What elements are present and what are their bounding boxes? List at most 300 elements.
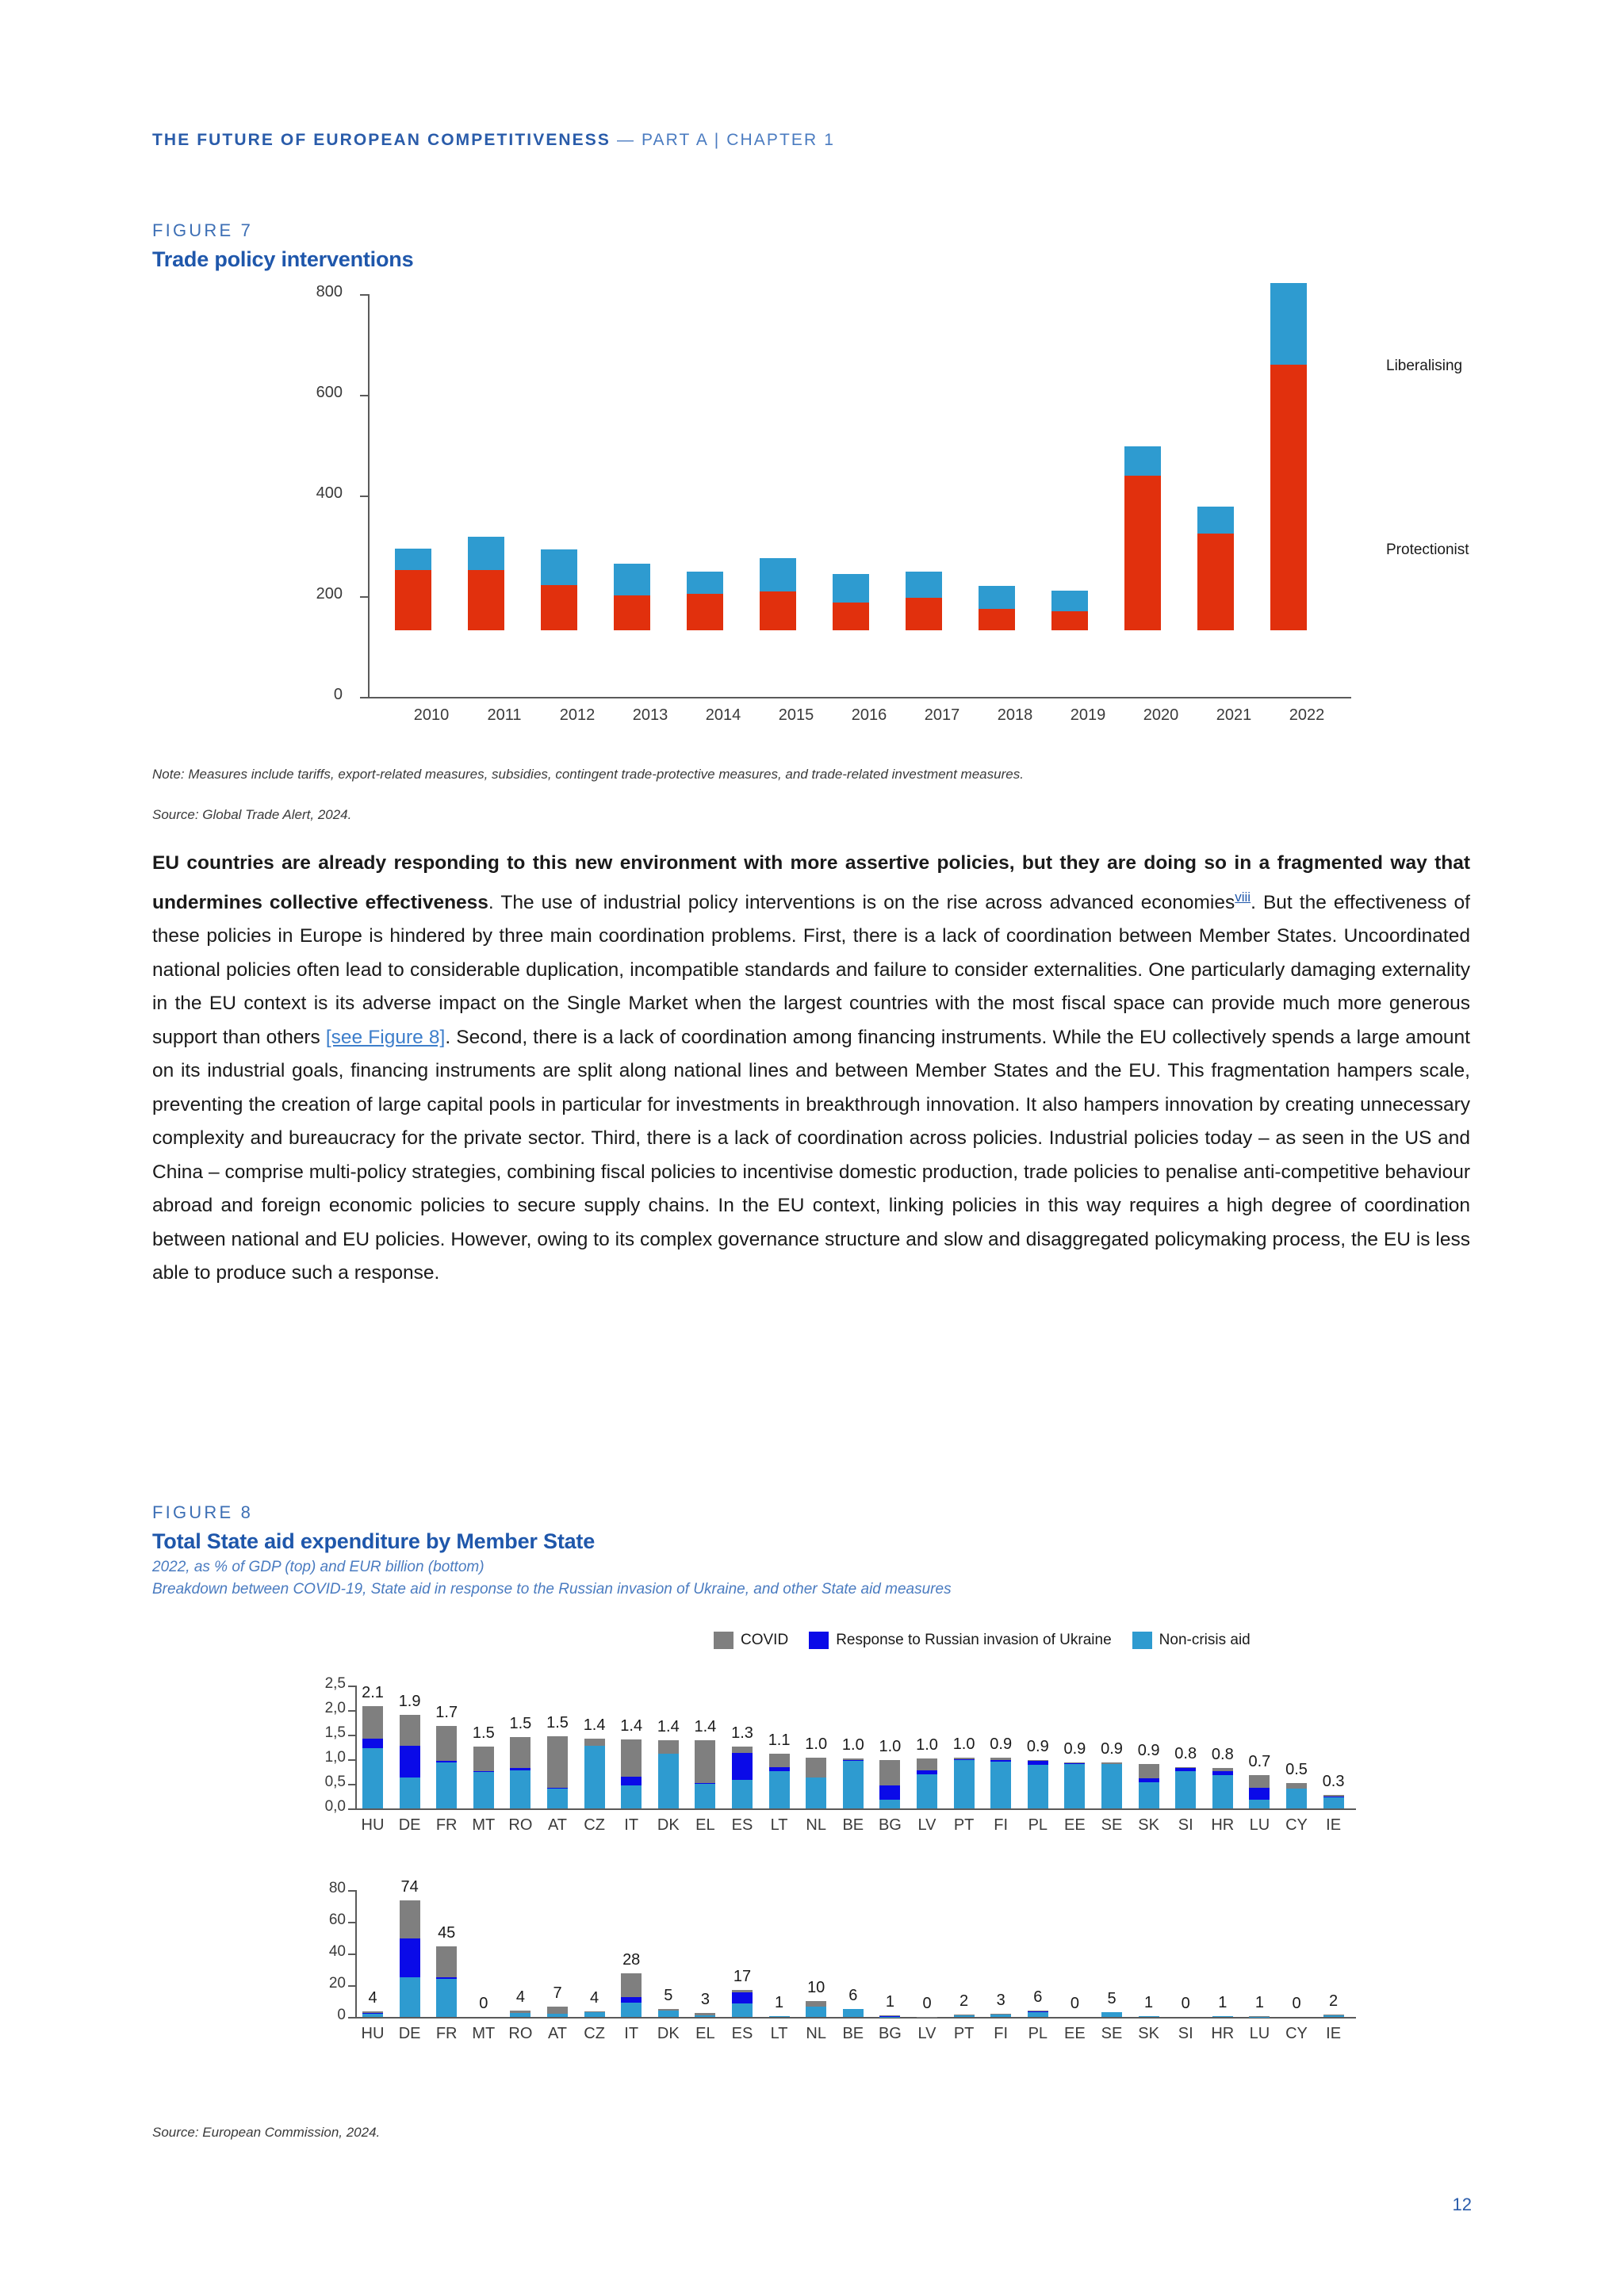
figure-7-x-tick-label: 2018 — [997, 706, 1033, 724]
figure-7-bar-segment-protectionist — [1270, 365, 1307, 630]
figure-8-bar — [547, 1736, 568, 1808]
figure-8-title: Total State aid expenditure by Member State — [152, 1529, 596, 1553]
figure-8-value-label: 0 — [1292, 1995, 1301, 2012]
figure-8-value-label: 0 — [1181, 1995, 1190, 2012]
figure-8-x-tick-label: IT — [624, 1816, 639, 1834]
figure-8-value-label: 4 — [515, 1988, 525, 2006]
figure-8-bar — [990, 2014, 1011, 2017]
figure-8-value-label: 0.9 — [1101, 1739, 1123, 1758]
figure-7-x-tick-label: 2016 — [851, 706, 887, 724]
figure-8-bar-segment-non-crisis — [695, 1784, 715, 1808]
figure-8-x-tick-label: LV — [917, 2025, 936, 2042]
figure-8-x-tick-label: SK — [1138, 1816, 1159, 1834]
figure-8-x-tick-label: LU — [1249, 2025, 1270, 2042]
figure-8-bar-segment-non-crisis — [1286, 1789, 1307, 1808]
figure-8-bar-segment-non-crisis — [1101, 2012, 1122, 2017]
figure-8-bar-segment-non-crisis — [400, 1977, 420, 2017]
figure-8-x-tick-label: IE — [1326, 1816, 1342, 1834]
figure-8-bar — [732, 1990, 753, 2017]
figure-7-bar — [468, 537, 504, 630]
figure-7-bar — [687, 572, 723, 630]
figure-8-bar — [400, 1715, 420, 1808]
figure-8-bar-segment-non-crisis — [769, 2016, 790, 2017]
figure-8-x-tick-label: LT — [770, 1816, 788, 1834]
figure-8-x-tick-label: PT — [953, 2025, 975, 2042]
figure-8-bar-segment-covid — [400, 1715, 420, 1745]
figure-8-x-tick-label: EL — [695, 1816, 715, 1834]
figure-8-bar-segment-non-crisis — [400, 1777, 420, 1808]
figure-8-bar-segment-covid — [879, 1760, 900, 1785]
figure-8-bar — [621, 1973, 642, 2017]
figure-8-bar-segment-non-crisis — [658, 2011, 679, 2017]
figure-8-bar-segment-ukraine — [732, 1753, 753, 1780]
figure-8-value-label: 0 — [1070, 1995, 1079, 2012]
figure-7-y-tick-label: 200 — [316, 585, 343, 603]
figure-7-annotation-protectionist: Protectionist — [1386, 541, 1469, 558]
figure-7-bars — [152, 288, 1472, 697]
figure-8-bar — [879, 2015, 900, 2017]
figure-8-bar-segment-non-crisis — [621, 1785, 642, 1808]
figure-8-bar-segment-non-crisis — [436, 1979, 457, 2017]
body-text-3: . Second, there is a lack of coordination among financing instruments. While the EU collectively spends a large amount on its industrial goals, financing instruments are split along national lines and between Member States and the EU. This fragmentation hampers scale, preventing the creation of large capital pools in particular for investments in breakthrough innovation. It also hampers innovation by creating unnecessary complexity and bureaucracy for the private sector. Third, there is a lack of coordination across policies. Industrial policies today – as seen in the US and China – comprise multi-policy strategies, combining fiscal policies to incentivise domestic production, trade policies to penalise anti-competitive behaviour abroad and foreign economic policies to secure supply chains. In the EU context, linking policies in this way requires a high degree of coordination between national and EU policies. However, owing to its complex governance structure and slow and disaggregated policymaking process, the EU is less able to produce such a response. — [152, 1026, 1470, 1284]
figure-7-bar-segment-liberalising — [614, 564, 650, 595]
figure-8-value-label: 0.8 — [1211, 1746, 1234, 1764]
figure-7-bar — [979, 586, 1015, 631]
figure-8-bar — [1139, 2016, 1159, 2017]
figure-7-bar-segment-protectionist — [1124, 476, 1161, 630]
figure-8-y-tick-label: 1,5 — [324, 1724, 346, 1741]
figure-8-bar — [695, 2013, 715, 2017]
figure-8-bar-segment-covid — [917, 1758, 937, 1770]
figure-8-x-tick-label: AT — [547, 2025, 568, 2042]
figure-8-value-label: 0.8 — [1174, 1744, 1197, 1762]
figure-8-value-label: 1.0 — [916, 1735, 938, 1754]
figure-8-legend-item — [809, 1632, 1111, 1649]
figure-7-x-tick-label: 2022 — [1289, 706, 1325, 724]
figure-8-x-tick-label: DK — [657, 2025, 680, 2042]
figure-8-bar-segment-non-crisis — [584, 2012, 605, 2017]
figure-8-x-tick-label: EL — [695, 2025, 715, 2042]
figure-8-y-tick-label: 0,5 — [324, 1774, 346, 1790]
figure-7-bar-segment-protectionist — [760, 591, 796, 630]
figure-7-bar — [1270, 283, 1307, 630]
figure-8-subtitle-2: Breakdown between COVID-19, State aid in response to the Russian invasion of Ukraine, and other State aid measures — [152, 1581, 952, 1598]
figure-8-legend-swatch — [809, 1632, 829, 1649]
figure-7-y-tick-label: 600 — [316, 384, 343, 401]
figure-8-bar-segment-non-crisis — [1323, 1797, 1344, 1808]
figure-8-bar — [473, 1747, 494, 1808]
figure-8-bar — [806, 2001, 826, 2017]
figure-8-value-label: 1 — [775, 1994, 784, 2012]
figure-8-bar — [843, 1758, 864, 1808]
figure-8-source: Source: European Commission, 2024. — [152, 2125, 381, 2140]
figure-8-bar — [584, 1739, 605, 1808]
figure-8-cross-reference[interactable]: [see Figure 8] — [325, 1026, 446, 1048]
figure-7-bar-segment-protectionist — [979, 609, 1015, 630]
figure-8-x-tick-label: IT — [624, 2025, 639, 2042]
figure-8-bar-segment-non-crisis — [1212, 2016, 1233, 2017]
figure-8-bar — [732, 1747, 753, 1808]
figure-7-bar-segment-protectionist — [906, 598, 942, 630]
figure-8-value-label: 7 — [553, 1984, 562, 2003]
figure-8-bar-segment-ukraine — [621, 1997, 642, 2003]
figure-8-bar — [1028, 2011, 1048, 2017]
figure-7-bar — [1197, 507, 1234, 630]
figure-8-value-label: 2.1 — [362, 1684, 384, 1702]
figure-7-bar — [1124, 446, 1161, 630]
figure-8-bar-segment-non-crisis — [806, 1777, 826, 1808]
figure-8-x-tick-label: SE — [1101, 1816, 1123, 1834]
figure-8-bar-segment-covid — [1249, 1775, 1270, 1788]
figure-8-bar-segment-covid — [732, 1747, 753, 1753]
figure-7-bar-segment-protectionist — [541, 585, 577, 630]
figure-8-x-tick-label: RO — [508, 2025, 533, 2042]
figure-8-value-label: 0 — [922, 1994, 932, 2012]
figure-8-x-tick-label: SI — [1178, 1816, 1193, 1834]
figure-7-x-tick-label: 2011 — [487, 706, 522, 724]
figure-8-value-label: 1.4 — [620, 1716, 643, 1735]
figure-8-y-tick-mark — [348, 2017, 355, 2019]
figure-8-bar-segment-covid — [769, 1754, 790, 1767]
figure-8-bar — [806, 1758, 826, 1808]
figure-8-bar — [1286, 1783, 1307, 1808]
footnote-marker[interactable]: viii — [1235, 889, 1251, 905]
figure-8-x-tick-label: IE — [1326, 2025, 1342, 2042]
figure-7-bar-segment-protectionist — [468, 570, 504, 630]
figure-8-value-label: 6 — [848, 1986, 858, 2004]
figure-8-x-tick-label: ES — [731, 2025, 753, 2042]
figure-8-value-label: 5 — [1107, 1990, 1116, 2007]
figure-7-bar-segment-protectionist — [1197, 534, 1234, 630]
body-paragraph — [152, 847, 1470, 1291]
figure-8-bar-segment-non-crisis — [362, 1748, 383, 1808]
figure-8-x-tick-label: FR — [435, 1816, 458, 1834]
figure-8-kicker: FIGURE 8 — [152, 1502, 254, 1522]
figure-8-value-label: 1 — [1144, 1993, 1154, 2011]
figure-8-value-label: 0.3 — [1322, 1772, 1345, 1790]
figure-8-bar — [362, 1706, 383, 1808]
figure-8-y-tick-mark — [348, 1710, 355, 1712]
figure-8-value-label: 1.0 — [879, 1737, 902, 1755]
figure-8-bar-segment-non-crisis — [990, 2015, 1011, 2017]
figure-7-chart — [152, 283, 1472, 763]
figure-8-value-label: 0.9 — [1026, 1737, 1049, 1755]
figure-8-value-label: 0 — [479, 1995, 488, 2012]
figure-8-y-tick-mark — [348, 1784, 355, 1785]
figure-8-x-tick-label: LU — [1249, 1816, 1270, 1834]
figure-7-bar — [760, 558, 796, 630]
figure-7-source: Source: Global Trade Alert, 2024. — [152, 807, 352, 822]
figure-8-bar — [400, 1900, 420, 2017]
figure-8-value-label: 0.9 — [1063, 1739, 1086, 1758]
figure-8-x-tick-label: NL — [806, 1816, 826, 1834]
figure-8-x-tick-label: CZ — [584, 2025, 605, 2042]
figure-8-bar-segment-non-crisis — [621, 2003, 642, 2017]
figure-8-x-tick-label: SK — [1138, 2025, 1159, 2042]
figure-8-legend-item — [1132, 1632, 1251, 1649]
figure-8-value-label: 6 — [1033, 1988, 1043, 2007]
figure-8-bar — [1323, 2015, 1344, 2017]
figure-8-bar-segment-non-crisis — [1064, 1764, 1085, 1808]
figure-8-x-tick-label: FR — [435, 2025, 458, 2042]
figure-8-bar-segment-covid — [695, 1740, 715, 1782]
figure-8-x-tick-label: DE — [398, 1816, 421, 1834]
figure-7-x-tick-label: 2019 — [1070, 706, 1106, 724]
figure-7-bar-segment-liberalising — [1124, 446, 1161, 476]
figure-8-subtitle-1: 2022, as % of GDP (top) and EUR billion (bottom) — [152, 1559, 485, 1575]
figure-7-x-tick-label: 2020 — [1143, 706, 1179, 724]
figure-7-x-axis — [368, 697, 1351, 698]
figure-7-title: Trade policy interventions — [152, 247, 414, 271]
figure-8-legend-label: Response to Russian invasion of Ukraine — [836, 1632, 1112, 1648]
figure-8-value-label: 1.4 — [657, 1718, 680, 1736]
figure-8-value-label: 0.5 — [1285, 1761, 1308, 1779]
figure-8-bar — [1064, 1762, 1085, 1808]
figure-7-bar-segment-protectionist — [687, 594, 723, 630]
figure-8-bar — [954, 1758, 975, 1808]
figure-8-bar-segment-covid — [806, 1758, 826, 1777]
figure-8-y-tick-label: 40 — [328, 1943, 346, 1960]
figure-8-bar — [621, 1739, 642, 1808]
figure-8-bar — [917, 1758, 937, 1808]
figure-8-x-tick-label: DE — [398, 2025, 421, 2042]
body-lead-sentence: EU countries are already responding to this new environment with more assertive policies, but they are doing so in a fragmented way that undermines collective effectiveness — [152, 852, 1470, 913]
figure-8-x-tick-label: SE — [1101, 2025, 1123, 2042]
figure-8-bar-segment-covid — [547, 1736, 568, 1787]
figure-8-x-tick-label: DK — [657, 1816, 680, 1834]
figure-8-value-label: 1 — [1218, 1993, 1228, 2011]
figure-8-legend-item — [714, 1632, 788, 1649]
figure-7-bar — [833, 574, 869, 630]
figure-7-kicker: FIGURE 7 — [152, 220, 254, 240]
figure-8-x-tick-label: EE — [1064, 2025, 1086, 2042]
figure-7-bar-segment-protectionist — [614, 595, 650, 630]
figure-8-bar — [1101, 1762, 1122, 1808]
figure-8-bar-segment-ukraine — [732, 1992, 753, 2003]
figure-8-legend-label: Non-crisis aid — [1159, 1632, 1251, 1648]
figure-7-bar-segment-protectionist — [395, 570, 431, 630]
figure-8-bar — [1028, 1760, 1048, 1808]
figure-8-bar-segment-non-crisis — [843, 2009, 864, 2017]
figure-8-bar-segment-ukraine — [400, 1746, 420, 1777]
figure-7-bar-segment-liberalising — [979, 586, 1015, 610]
figure-8-bar — [510, 2011, 530, 2017]
figure-8-value-label: 3 — [700, 1990, 710, 2008]
figure-8-x-tick-label: BE — [842, 2025, 864, 2042]
figure-7-y-tick-label: 400 — [316, 484, 343, 502]
figure-8-bar-segment-non-crisis — [1139, 1782, 1159, 1808]
figure-8-bar — [769, 1754, 790, 1808]
figure-8-x-tick-label: MT — [472, 2025, 496, 2042]
figure-8-x-tick-label: LV — [917, 1816, 936, 1834]
figure-7-bar-segment-protectionist — [833, 603, 869, 630]
figure-8-bar-segment-non-crisis — [954, 2015, 975, 2017]
figure-8-value-label: 2 — [959, 1992, 969, 2011]
figure-8-value-label: 1.5 — [472, 1724, 495, 1742]
figure-7-x-tick-label: 2013 — [632, 706, 668, 724]
figure-8-value-label: 1.7 — [435, 1704, 458, 1722]
figure-8-bar — [1249, 1775, 1270, 1808]
figure-8-bar — [584, 2011, 605, 2017]
figure-7-bar-segment-liberalising — [395, 549, 431, 570]
figure-8-x-axis — [355, 2017, 1356, 2019]
figure-8-value-label: 5 — [664, 1987, 673, 2004]
body-text-1: . The use of industrial policy interventions is on the rise across advanced economies — [488, 891, 1235, 913]
figure-7-bar-segment-liberalising — [1270, 283, 1307, 365]
figure-8-bar — [954, 2015, 975, 2017]
figure-8-bar-segment-covid — [510, 1737, 530, 1767]
figure-8-y-tick-label: 80 — [328, 1880, 346, 1896]
figure-8-value-label: 2 — [1329, 1992, 1339, 2011]
figure-8-y-tick-label: 0,0 — [324, 1798, 346, 1815]
figure-7-bar-segment-liberalising — [541, 549, 577, 584]
figure-7-y-tick-mark — [360, 697, 369, 698]
figure-8-bar-segment-ukraine — [1249, 1788, 1270, 1800]
figure-8-bar-segment-covid — [362, 1706, 383, 1739]
figure-8-value-label: 0.9 — [990, 1735, 1013, 1754]
figure-7-bar — [541, 549, 577, 630]
figure-7-x-tick-label: 2014 — [705, 706, 741, 724]
figure-8-bar — [658, 2009, 679, 2017]
figure-7-bar-segment-liberalising — [833, 574, 869, 603]
figure-7-x-tick-label: 2012 — [559, 706, 596, 724]
figure-8-bar — [843, 2009, 864, 2017]
figure-8-bar — [990, 1758, 1011, 1808]
figure-8-bar-segment-non-crisis — [695, 2015, 715, 2017]
figure-8-bar-segment-non-crisis — [1212, 1775, 1233, 1808]
figure-8-y-tick-mark — [348, 1890, 355, 1892]
figure-8-bar-segment-covid — [658, 1740, 679, 1753]
figure-8-x-tick-label: AT — [547, 1816, 568, 1834]
figure-8-y-tick-mark — [348, 1735, 355, 1736]
figure-8-y-tick-label: 2,5 — [324, 1675, 346, 1692]
figure-8-bottom-chart — [293, 1879, 1364, 2069]
figure-7-bar-segment-liberalising — [1197, 507, 1234, 534]
figure-8-bar — [510, 1737, 530, 1808]
figure-7-x-tick-label: 2015 — [778, 706, 814, 724]
figure-8-value-label: 1.9 — [398, 1693, 421, 1711]
figure-8-bar-segment-non-crisis — [1139, 2016, 1159, 2017]
figure-8-x-axis — [355, 1808, 1356, 1810]
figure-7-bar — [906, 572, 942, 630]
figure-7-x-tick-label: 2017 — [924, 706, 960, 724]
figure-7 — [152, 220, 1472, 823]
figure-8-bar — [879, 1760, 900, 1808]
figure-8-bar-segment-non-crisis — [1028, 2012, 1048, 2017]
figure-8-legend-swatch — [1132, 1632, 1152, 1649]
figure-8-bar — [1212, 1768, 1233, 1808]
figure-8-bar — [1323, 1795, 1344, 1808]
figure-8-x-tick-label: BG — [878, 1816, 902, 1834]
figure-8-y-tick-label: 60 — [328, 1911, 346, 1928]
figure-8-x-tick-label: PT — [953, 1816, 975, 1834]
figure-8-y-tick-label: 1,0 — [324, 1749, 346, 1766]
figure-8-bar-segment-non-crisis — [732, 2003, 753, 2017]
figure-8-value-label: 1.4 — [583, 1716, 606, 1734]
figure-7-bar — [1051, 591, 1088, 630]
figure-8-bar-segment-non-crisis — [879, 1800, 900, 1808]
figure-7-bar-segment-liberalising — [906, 572, 942, 598]
figure-8-legend — [714, 1632, 1260, 1649]
figure-8-bar-segment-non-crisis — [1323, 2015, 1344, 2017]
figure-8-bar-segment-covid — [1139, 1764, 1159, 1778]
figure-8-y-tick-label: 0 — [337, 2007, 346, 2023]
figure-8-bar-segment-non-crisis — [658, 1754, 679, 1808]
figure-8-value-label: 0.7 — [1248, 1752, 1271, 1770]
figure-8-value-label: 4 — [590, 1988, 599, 2007]
figure-7-bar — [614, 564, 650, 630]
figure-8-bar — [695, 1740, 715, 1808]
figure-7-bar-segment-liberalising — [760, 558, 796, 592]
figure-8-x-tick-label: HU — [361, 1816, 385, 1834]
figure-8-y-tick-mark — [348, 1985, 355, 1987]
figure-8-top-chart — [293, 1655, 1364, 1834]
figure-8-bar-segment-covid — [547, 2007, 568, 2014]
figure-8-bar-segment-non-crisis — [436, 1762, 457, 1808]
running-header-separator: — — [611, 131, 642, 149]
figure-8-value-label: 1.4 — [694, 1718, 717, 1736]
figure-8-x-tick-label: HR — [1211, 2025, 1235, 2042]
figure-8-bar-segment-ukraine — [362, 1739, 383, 1748]
figure-8-bar-segment-non-crisis — [732, 1780, 753, 1808]
figure-8-bar — [547, 2007, 568, 2017]
figure-8-value-label: 1.0 — [952, 1735, 975, 1753]
figure-8-value-label: 1.0 — [841, 1736, 864, 1755]
figure-8-bar-segment-non-crisis — [917, 1774, 937, 1808]
figure-8-bar — [1139, 1764, 1159, 1808]
figure-8-x-tick-label: MT — [472, 1816, 496, 1834]
figure-7-bar — [395, 549, 431, 630]
figure-8-value-label: 1 — [885, 1992, 894, 2011]
figure-8-bar-segment-covid — [621, 1973, 642, 1997]
figure-8-x-tick-label: EE — [1064, 1816, 1086, 1834]
figure-8-x-tick-label: CY — [1285, 2025, 1308, 2042]
figure-7-annotation-liberalising: Liberalising — [1386, 358, 1463, 374]
figure-8-bar-segment-non-crisis — [1101, 1764, 1122, 1808]
figure-8-value-label: 10 — [807, 1979, 825, 1997]
figure-8-bar — [1249, 2016, 1270, 2017]
figure-8-bar-segment-non-crisis — [990, 1762, 1011, 1808]
figure-8-value-label: 74 — [400, 1878, 419, 1896]
figure-7-note: Note: Measures include tariffs, export-related measures, subsidies, contingent trade-protective measures, and trade-related investment measures. — [152, 767, 1024, 782]
figure-8-value-label: 1.5 — [546, 1714, 569, 1732]
figure-8-y-axis — [355, 1686, 357, 1808]
figure-7-bar-segment-protectionist — [1051, 611, 1088, 630]
figure-8-bar — [1101, 2012, 1122, 2017]
figure-8-bar — [436, 1726, 457, 1808]
page-number: 12 — [1452, 2195, 1472, 2214]
figure-8-bar-segment-non-crisis — [1175, 1771, 1196, 1808]
figure-8-value-label: 45 — [438, 1923, 456, 1942]
figure-8-value-label: 1 — [1254, 1994, 1264, 2012]
figure-7-y-tick-label: 0 — [333, 686, 343, 703]
figure-8-value-label: 1.5 — [509, 1715, 532, 1733]
figure-8-bar-segment-ukraine — [400, 1938, 420, 1977]
figure-8-bar-segment-non-crisis — [510, 1770, 530, 1808]
figure-8-bar-segment-ukraine — [879, 1785, 900, 1800]
figure-8-bar-segment-covid — [400, 1900, 420, 1938]
figure-8-x-tick-label: HU — [361, 2025, 385, 2042]
figure-8-value-label: 4 — [368, 1988, 377, 2007]
figure-8-bar — [1175, 1767, 1196, 1808]
figure-8-x-tick-label: FI — [994, 1816, 1009, 1834]
figure-8-bar-segment-non-crisis — [806, 2007, 826, 2017]
figure-7-x-tick-label: 2021 — [1216, 706, 1252, 724]
figure-8-bar — [769, 2016, 790, 2017]
figure-8-x-tick-label: PL — [1028, 1816, 1048, 1834]
figure-8-x-tick-label: NL — [806, 2025, 826, 2042]
figure-8-x-tick-label: HR — [1211, 1816, 1235, 1834]
